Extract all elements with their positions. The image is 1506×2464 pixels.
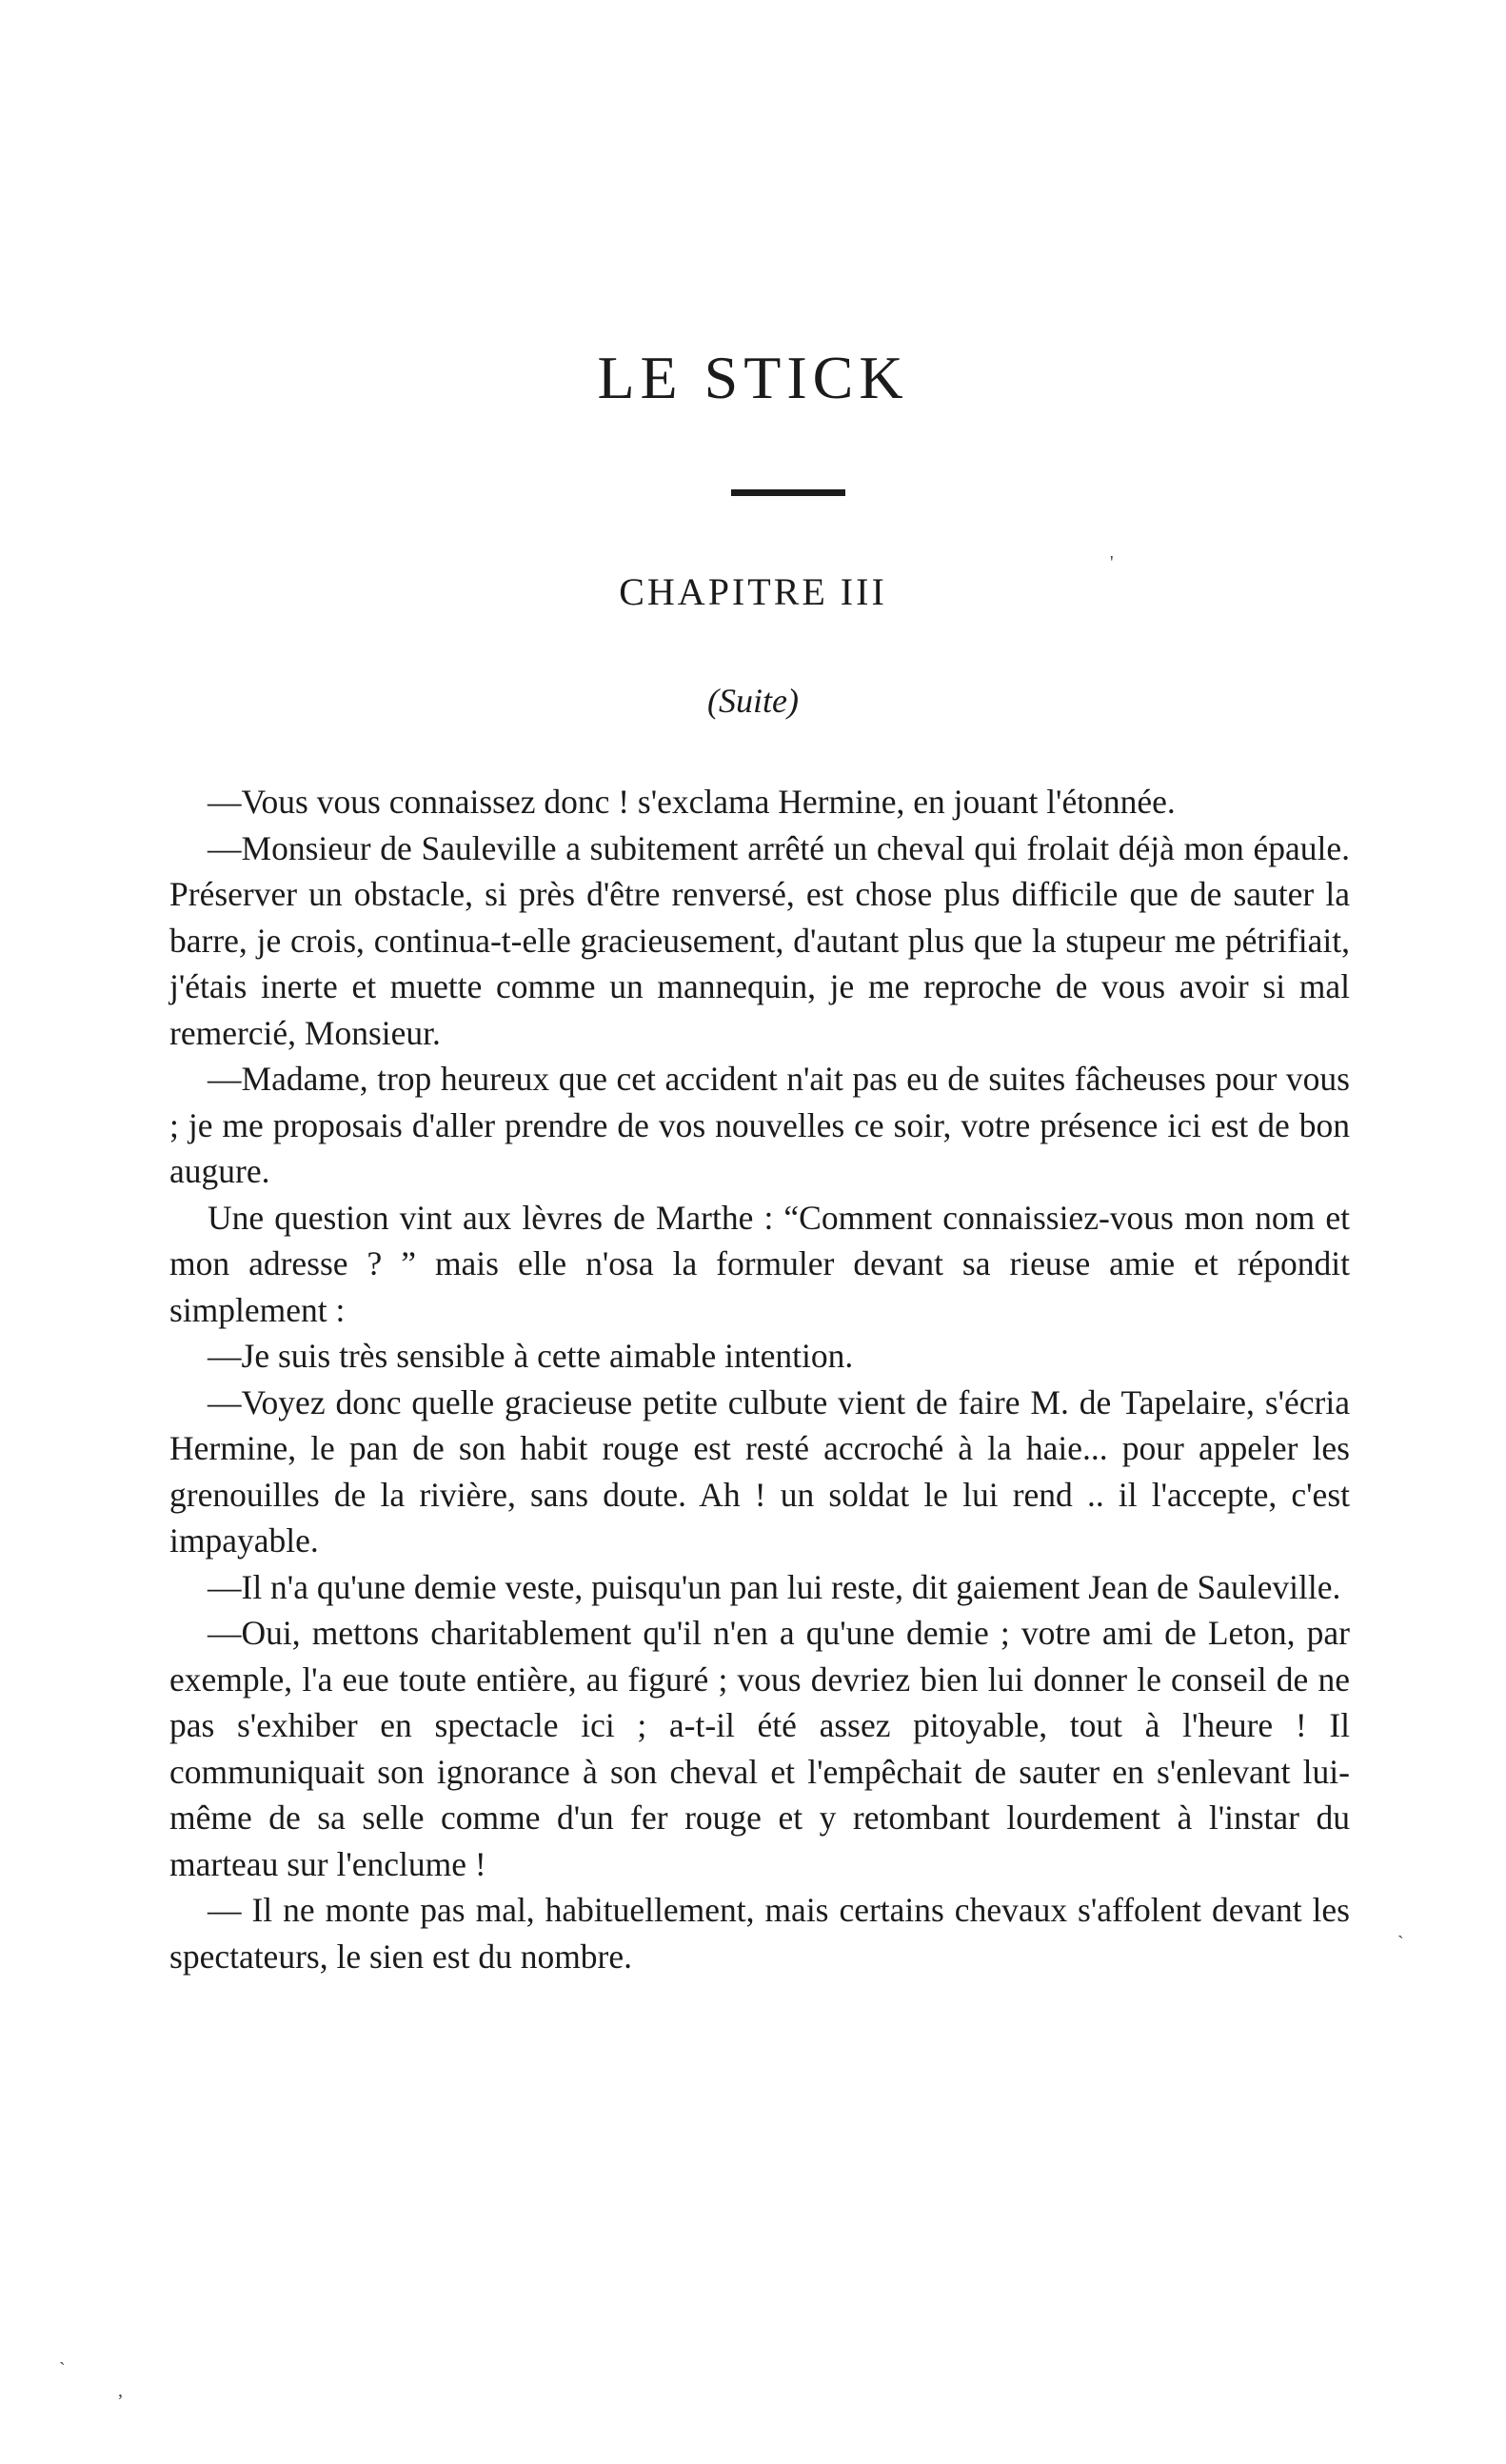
paragraph: —Madame, trop heureux que cet accident n'ait pas eu de suites fâcheuses pour vous ; je me proposais d'aller prendre de vos nouvelles ce soir, votre présence ici est de bon augure. [169, 1060, 1350, 1190]
paragraph: — Il ne monte pas mal, habituellement, mais certains chevaux s'affolent devant les spectateurs, le sien est du nombre. [169, 1891, 1350, 1976]
paragraph: —Voyez donc quelle gracieuse petite culbute vient de faire M. de Tapelaire, s'écria Hermine, le pan de son habit rouge est resté accroché à la haie... pour appeler les grenouilles de la rivière, sans doute. Ah ! un soldat le lui rend .. il l'accepte, c'est impayable. [169, 1382, 1350, 1560]
scan-speck: ' [1110, 552, 1114, 573]
scan-speck: ` [59, 2359, 66, 2380]
paragraph: —Monsieur de Sauleville a subitement arrêté un cheval qui frolait déjà mon épaule. Préserver un obstacle, si près d'être renversé, est chose plus difficile que de sauter la barre, je crois, continua-t-elle gracieusement, d'autant plus que la stupeur me pétrifiait, j'étais inerte et muette comme un mannequin, je me reproche de vous avoir si mal remercié, Monsieur. [169, 828, 1350, 1052]
page-title: LE STICK [597, 344, 909, 411]
paragraph: Une question vint aux lèvres de Marthe : “Comment connaissiez-vous mon nom et mon adresse ? ” mais elle n'osa la formuler devant sa rieuse amie et répondit simplement : [169, 1198, 1350, 1329]
title-rule [731, 489, 845, 496]
body-text [169, 779, 1350, 1979]
scan-speck: , [118, 2380, 123, 2401]
paragraph: —Il n'a qu'une demie veste, puisqu'un pan lui reste, dit gaiement Jean de Sauleville. [208, 1567, 1341, 1606]
chapter-subtitle: (Suite) [707, 682, 799, 720]
paragraph: —Oui, mettons charitablement qu'il n'en a qu'une demie ; votre ami de Leton, par exemple, l'a eue toute entière, au figuré ; vous devriez bien lui donner le conseil de ne pas s'exhiber en spectacle ici ; a-t-il été assez pitoyable, tout à l'heure ! Il communiquait son ignorance à son cheval et l'empêchait de sauter en s'enlevant lui-même de sa selle comme d'un fer rouge et y retombant lourdement à l'instar du marteau sur l'enclume ! [169, 1614, 1350, 1883]
scan-speck: ` [1397, 1933, 1404, 1954]
paragraph: —Je suis très sensible à cette aimable intention. [208, 1337, 854, 1375]
paragraph: —Vous vous connaissez donc ! s'exclama Hermine, en jouant l'étonnée. [208, 783, 1176, 821]
chapter-heading: CHAPITRE III [619, 570, 887, 613]
